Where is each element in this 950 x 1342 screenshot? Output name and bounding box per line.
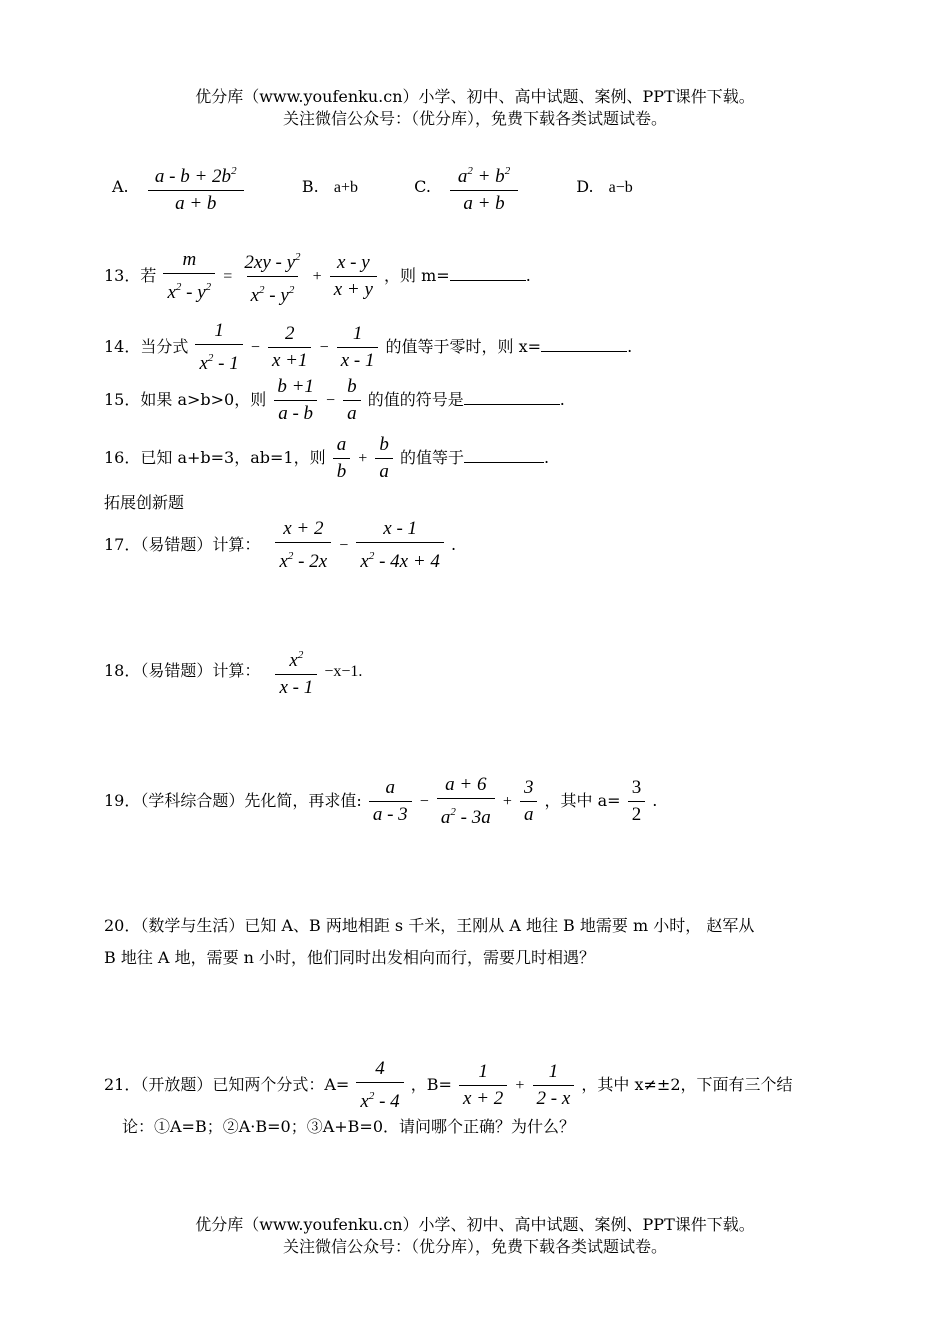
question-16: 16．已知 a+b=3，ab=1，则 $\frac{a}{b}$ + $\frac{b}{a}$ 的值等于 .: [104, 432, 549, 485]
option-b-label: B.: [301, 177, 319, 196]
answer-blank: [464, 390, 560, 405]
q21-fraction-a: $\frac{4}{x^2 - 4}$: [356, 1056, 403, 1115]
q18-fraction: $\frac{x^2}{x - 1}$: [275, 642, 317, 701]
answer-blank: [464, 448, 544, 463]
option-d-label: D.: [576, 177, 594, 196]
question-18: 18．（易错题）计算： $\frac{x^2}{x - 1}$ −x−1.: [104, 642, 362, 701]
page-footer: [0, 1214, 950, 1258]
question-14: 14．当分式 $\frac{1}{x^2 - 1}$ − $\frac{2}{x +1}$ − $\frac{1}{x - 1}$ 的值等于零时，则 x= .: [104, 318, 632, 377]
q17-fraction-2: $\frac{x - 1}{x^2 - 4x + 4}$: [356, 516, 444, 575]
q19-fraction-1: $\frac{a}{a - 3}$: [369, 775, 412, 828]
q21-fraction-b1: $\frac{1}{x + 2}$: [459, 1059, 507, 1112]
question-19: 19．（学科综合题）先化简，再求值: $\frac{a}{a - 3}$ − $\frac{a + 6}{a^2 - 3a}$ + $\frac{3}{a}$ ，其中 a= $\frac{3}{2}$ .: [104, 772, 657, 831]
q14-fraction-2: $\frac{2}{x +1}$: [268, 321, 312, 374]
q14-fraction-1: $\frac{1}{x^2 - 1}$: [195, 318, 242, 377]
q14-fraction-3: $\frac{1}{x - 1}$: [337, 321, 379, 374]
q21-line-2: 论：①A=B；②A·B=0；③A+B=0．请问哪个正确？为什么？: [122, 1117, 576, 1136]
q20-line-2: B 地往 A 地，需要 n 小时，他们同时出发相向而行，需要几时相遇？: [104, 948, 596, 967]
answer-blank: [541, 337, 627, 352]
q17-fraction-1: $\frac{x + 2}{x^2 - 2x}$: [275, 516, 331, 575]
section-title: 拓展创新题: [104, 493, 185, 512]
question-20: [104, 910, 848, 974]
q15-fraction-1: $\frac{b +1}{a - b}$: [273, 374, 318, 427]
footer-line-2: 关注微信公众号：（优分库），免费下载各类试题试卷。: [282, 1237, 667, 1256]
option-c-label: C.: [414, 177, 431, 196]
page-header: [0, 86, 950, 130]
q13-fraction-3: $\frac{x - y}{x + y}$: [330, 250, 377, 303]
q15-fraction-2: $\frac{b}{a}$: [343, 374, 361, 427]
q13-fraction-1: $\frac{m}{x^2 - y^2}$: [163, 247, 215, 306]
header-line-1: 优分库（www.youfenku.cn）小学、初中、高中试题、案例、PPT课件下载。: [195, 87, 755, 106]
q19-value-fraction: $\frac{3}{2}$: [628, 775, 646, 828]
question-13: 13．若 $\frac{m}{x^2 - y^2}$ = $\frac{2xy - y^2}{x^2 - y^2}$ + $\frac{x - y}{x + y}$ ，则 m= .: [104, 244, 531, 309]
q12-options: [112, 158, 633, 217]
q13-fraction-2: $\frac{2xy - y^2}{x^2 - y^2}$: [240, 244, 304, 309]
option-d-text: a−b: [608, 179, 633, 196]
q19-fraction-3: $\frac{3}{a}$: [520, 775, 538, 828]
option-a-fraction: $\frac{a - b + 2b^2}{a + b}$: [148, 158, 244, 217]
q19-fraction-2: $\frac{a + 6}{a^2 - 3a}$: [437, 772, 495, 831]
option-b-text: a+b: [333, 179, 358, 196]
option-a-label: A.: [112, 177, 129, 196]
question-17: 17．（易错题）计算： $\frac{x + 2}{x^2 - 2x}$ − $\frac{x - 1}{x^2 - 4x + 4}$ .: [104, 516, 456, 575]
header-line-2: 关注微信公众号：（优分库），免费下载各类试题试卷。: [282, 109, 667, 128]
option-c-fraction: $\frac{a^2 + b^2}{a + b}$: [450, 158, 518, 217]
q16-fraction-1: $\frac{a}{b}$: [333, 432, 351, 485]
footer-line-1: 优分库（www.youfenku.cn）小学、初中、高中试题、案例、PPT课件下载。: [195, 1215, 755, 1234]
question-15: 15．如果 a>b>0，则 $\frac{b +1}{a - b}$ − $\frac{b}{a}$ 的值的符号是 .: [104, 374, 565, 427]
question-21: 21．（开放题）已知两个分式：A= $\frac{4}{x^2 - 4}$ ，B= $\frac{1}{x + 2}$ + $\frac{1}{2 - x}$ ，其中 x≠±2，下面有三个结: [104, 1056, 793, 1115]
q21-fraction-b2: $\frac{1}{2 - x}$: [533, 1059, 575, 1112]
answer-blank: [450, 266, 526, 281]
q20-line-1: 20．（数学与生活）已知 A、B 两地相距 s 千米，王刚从 A 地往 B 地需要 m 小时， 赵军从: [104, 916, 755, 935]
q16-fraction-2: $\frac{b}{a}$: [375, 432, 393, 485]
